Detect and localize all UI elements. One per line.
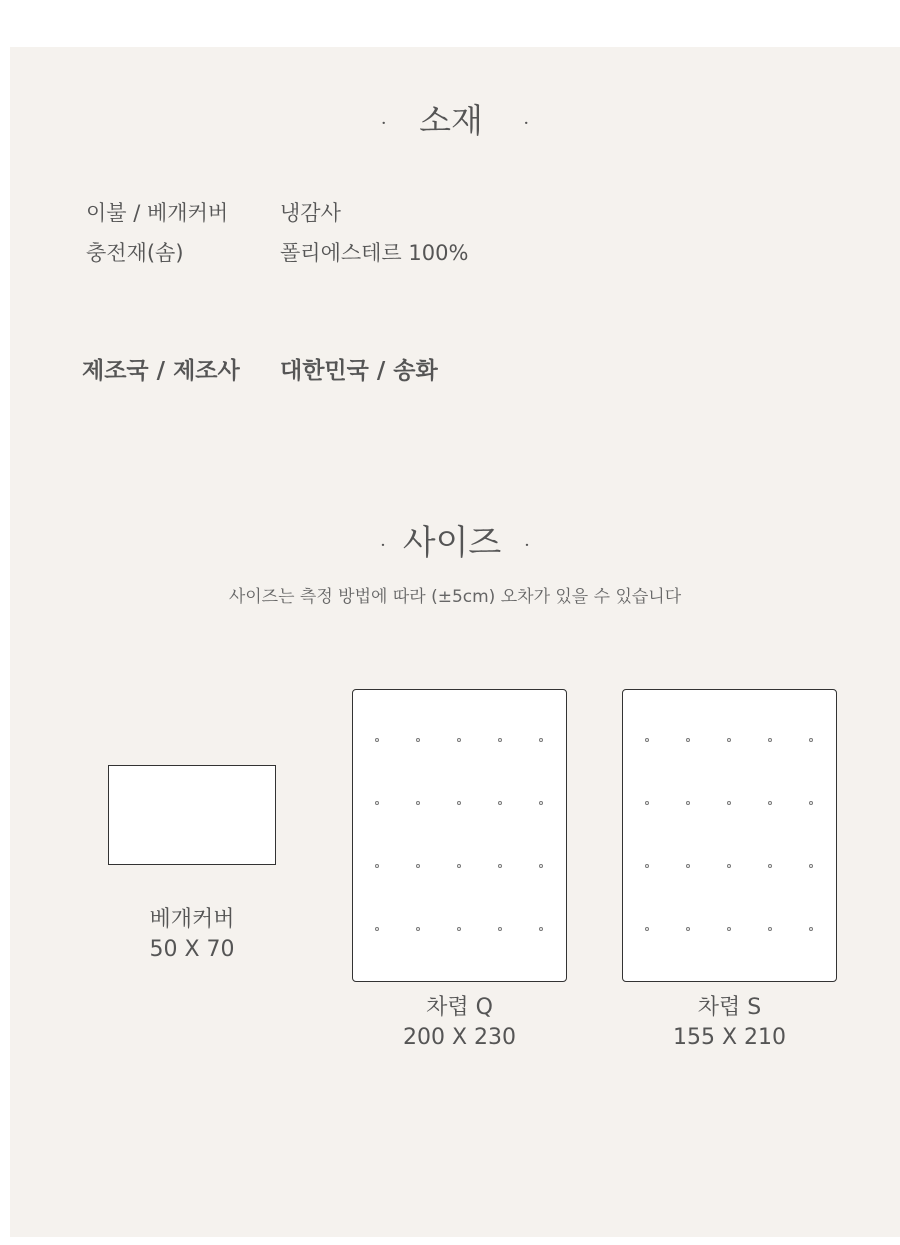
size-heading-text: 사이즈 [402,523,502,563]
quilting-dot [498,738,502,742]
quilting-dot [416,864,420,868]
quilting-dot [809,927,813,931]
quilting-dot [768,738,772,742]
quilting-dot [645,801,649,805]
size-caption-duvet-q [352,993,567,1053]
heading-dot-right: · [524,534,530,556]
size-caption-pillow [108,905,276,965]
quilting-dot [727,738,731,742]
quilting-dot [686,927,690,931]
heading-dot-right: · [523,112,530,134]
quilting-dot [686,738,690,742]
material-label: 이불 / 베개커버 [86,201,229,225]
material-heading-text: 소재 [419,101,483,140]
duvet-s-diagram [622,689,837,982]
quilting-dot [645,864,649,868]
material-value: 폴리에스테르 100% [280,241,469,265]
product-info-panel [10,47,900,1237]
size-item-name: 차렵 S [697,995,762,1020]
quilting-dot [375,738,379,742]
quilting-dot [727,927,731,931]
quilting-dot [539,801,543,805]
quilting-dot [457,927,461,931]
quilting-dot [727,864,731,868]
quilting-dot [498,801,502,805]
size-item-name: 차렵 Q [426,995,493,1020]
quilting-dot [686,864,690,868]
quilting-dot [727,801,731,805]
manufacturer-label: 제조국 / 제조사 [82,358,240,384]
quilting-dots [623,690,836,981]
quilting-dot [498,864,502,868]
quilting-dot [539,864,543,868]
manufacturer-value: 대한민국 / 송화 [280,358,438,384]
material-heading [10,95,900,142]
duvet-q-diagram [352,689,567,982]
material-label: 충전재(솜) [86,241,184,265]
size-item-name: 베개커버 [149,907,235,932]
quilting-dot [539,738,543,742]
quilting-dot [768,864,772,868]
quilting-dot [645,927,649,931]
quilting-dot [416,801,420,805]
quilting-dot [539,927,543,931]
size-tolerance-note: 사이즈는 측정 방법에 따라 (±5cm) 오차가 있을 수 있습니다 [228,587,682,607]
quilting-dot [375,927,379,931]
quilting-dot [375,801,379,805]
size-item-dims: 200 X 230 [402,1025,517,1050]
quilting-dot [809,864,813,868]
quilting-dot [457,738,461,742]
quilting-dot [768,927,772,931]
quilting-dot [809,801,813,805]
quilting-dot [457,801,461,805]
heading-dot-left: · [380,112,387,134]
quilting-dot [457,864,461,868]
size-caption-duvet-s [622,993,837,1053]
quilting-dot [645,738,649,742]
size-item-dims: 50 X 70 [149,937,235,962]
quilting-dot [416,927,420,931]
heading-dot-left: · [380,534,386,556]
quilting-dot [416,738,420,742]
quilting-dot [686,801,690,805]
quilting-dot [375,864,379,868]
size-item-dims: 155 X 210 [672,1025,787,1050]
quilting-dots [353,690,566,981]
quilting-dot [809,738,813,742]
material-value: 냉감사 [280,201,341,225]
pillow-cover-diagram [108,765,276,865]
quilting-dot [498,927,502,931]
size-heading [10,515,900,564]
quilting-dot [768,801,772,805]
